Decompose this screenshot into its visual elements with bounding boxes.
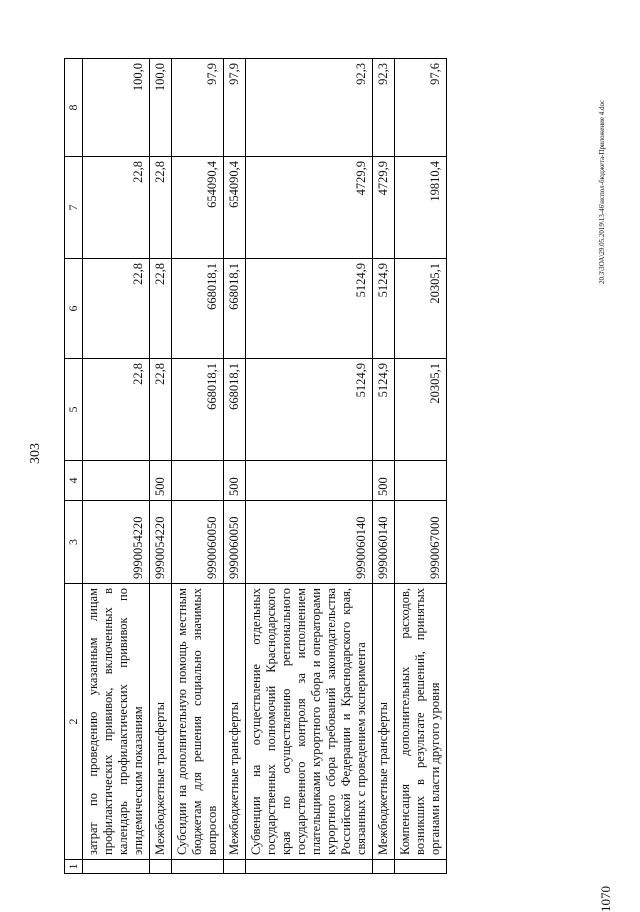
target-code: 9990054220: [150, 501, 172, 584]
value-col-5: 668018,1: [224, 359, 246, 461]
row-col-1: [373, 860, 395, 874]
table-body: [65, 59, 447, 874]
expense-type: 500: [224, 461, 246, 501]
item-name: Межбюджетные трансферты: [150, 584, 172, 860]
value-col-5: 22,8: [150, 359, 172, 461]
row-col-1: [172, 860, 224, 874]
value-col-7: 22,8: [83, 157, 150, 259]
target-code: 9990054220: [83, 501, 150, 584]
value-col-6: 22,8: [150, 259, 172, 359]
header-col-1: 1: [65, 860, 83, 874]
value-col-6: 668018,1: [172, 259, 224, 359]
header-col-7: 7: [65, 157, 83, 259]
expense-type: [246, 461, 373, 501]
value-col-6: 5124,9: [373, 259, 395, 359]
value-col-7: 4729,9: [246, 157, 373, 259]
percent-col-8: 100,0: [150, 59, 172, 157]
value-col-5: 668018,1: [172, 359, 224, 461]
value-col-7: 22,8: [150, 157, 172, 259]
target-code: 9990060140: [246, 501, 373, 584]
value-col-6: 22,8: [83, 259, 150, 359]
item-name: Компенсация дополнительных расходов, возникших в результате решений, принятых органами власти другого уровня: [395, 584, 447, 860]
percent-col-8: 97,6: [395, 59, 447, 157]
value-col-7: 654090,4: [172, 157, 224, 259]
percent-col-8: 97,9: [172, 59, 224, 157]
page-number: 303: [28, 443, 43, 464]
header-col-6: 6: [65, 259, 83, 359]
percent-col-8: 92,3: [246, 59, 373, 157]
expense-type: 500: [150, 461, 172, 501]
target-code: 9990060050: [172, 501, 224, 584]
value-col-7: 4729,9: [373, 157, 395, 259]
table-row: [83, 59, 150, 874]
value-col-6: 668018,1: [224, 259, 246, 359]
table-row: [395, 59, 447, 874]
row-col-1: [83, 860, 150, 874]
percent-col-8: 100,0: [83, 59, 150, 157]
table-row: [224, 59, 246, 874]
table-row: [172, 59, 224, 874]
header-row: [65, 59, 83, 874]
item-name: Межбюджетные трансферты: [224, 584, 246, 860]
expense-type: 500: [373, 461, 395, 501]
item-name: Субсидии на дополнительную помощь местным бюджетам для решения социально значимых вопросов: [172, 584, 224, 860]
value-col-6: 5124,9: [246, 259, 373, 359]
value-col-5: 5124,9: [246, 359, 373, 461]
expense-type: [172, 461, 224, 501]
item-name: затрат по проведению указанным лицам профилактических прививок, включенных в календарь профилактических прививок по эпидемическим показаниям: [83, 584, 150, 860]
row-col-1: [246, 860, 373, 874]
value-col-7: 654090,4: [224, 157, 246, 259]
header-col-5: 5: [65, 359, 83, 461]
target-code: 9990060050: [224, 501, 246, 584]
header-col-8: 8: [65, 59, 83, 157]
item-name: Субвенции на осуществление отдельных государственных полномочий Краснодарского края по осуществлению регионального государственного контроля за исполнением плательщиками курортного сбора и операторами курортного сбора требований законодательства Российской Федерации и Краснодарского края, связанных с проведением эксперимента: [246, 584, 373, 860]
table-row: [246, 59, 373, 874]
target-code: 9990060140: [373, 501, 395, 584]
percent-col-8: 97,9: [224, 59, 246, 157]
table-row: [150, 59, 172, 874]
percent-col-8: 92,3: [373, 59, 395, 157]
expense-type: [83, 461, 150, 501]
value-col-6: 20305,1: [395, 259, 447, 359]
row-col-1: [150, 860, 172, 874]
target-code: 9990067000: [395, 501, 447, 584]
value-col-5: 22,8: [83, 359, 150, 461]
value-col-5: 20305,1: [395, 359, 447, 461]
row-col-1: [224, 860, 246, 874]
header-col-2: 2: [65, 584, 83, 860]
item-name: Межбюджетные трансферты: [373, 584, 395, 860]
table-row: [373, 59, 395, 874]
header-col-3: 3: [65, 501, 83, 584]
footer-file-path: 20.3\ЗОА\29.05.2019\13-46\испол-бюджета-Приложение 4.doc: [598, 99, 606, 284]
value-col-7: 19810,4: [395, 157, 447, 259]
expense-type: [395, 461, 447, 501]
header-col-4: 4: [65, 461, 83, 501]
value-col-5: 5124,9: [373, 359, 395, 461]
budget-table: [64, 58, 447, 874]
page-bottom-number: 1070: [598, 886, 613, 912]
row-col-1: [395, 860, 447, 874]
